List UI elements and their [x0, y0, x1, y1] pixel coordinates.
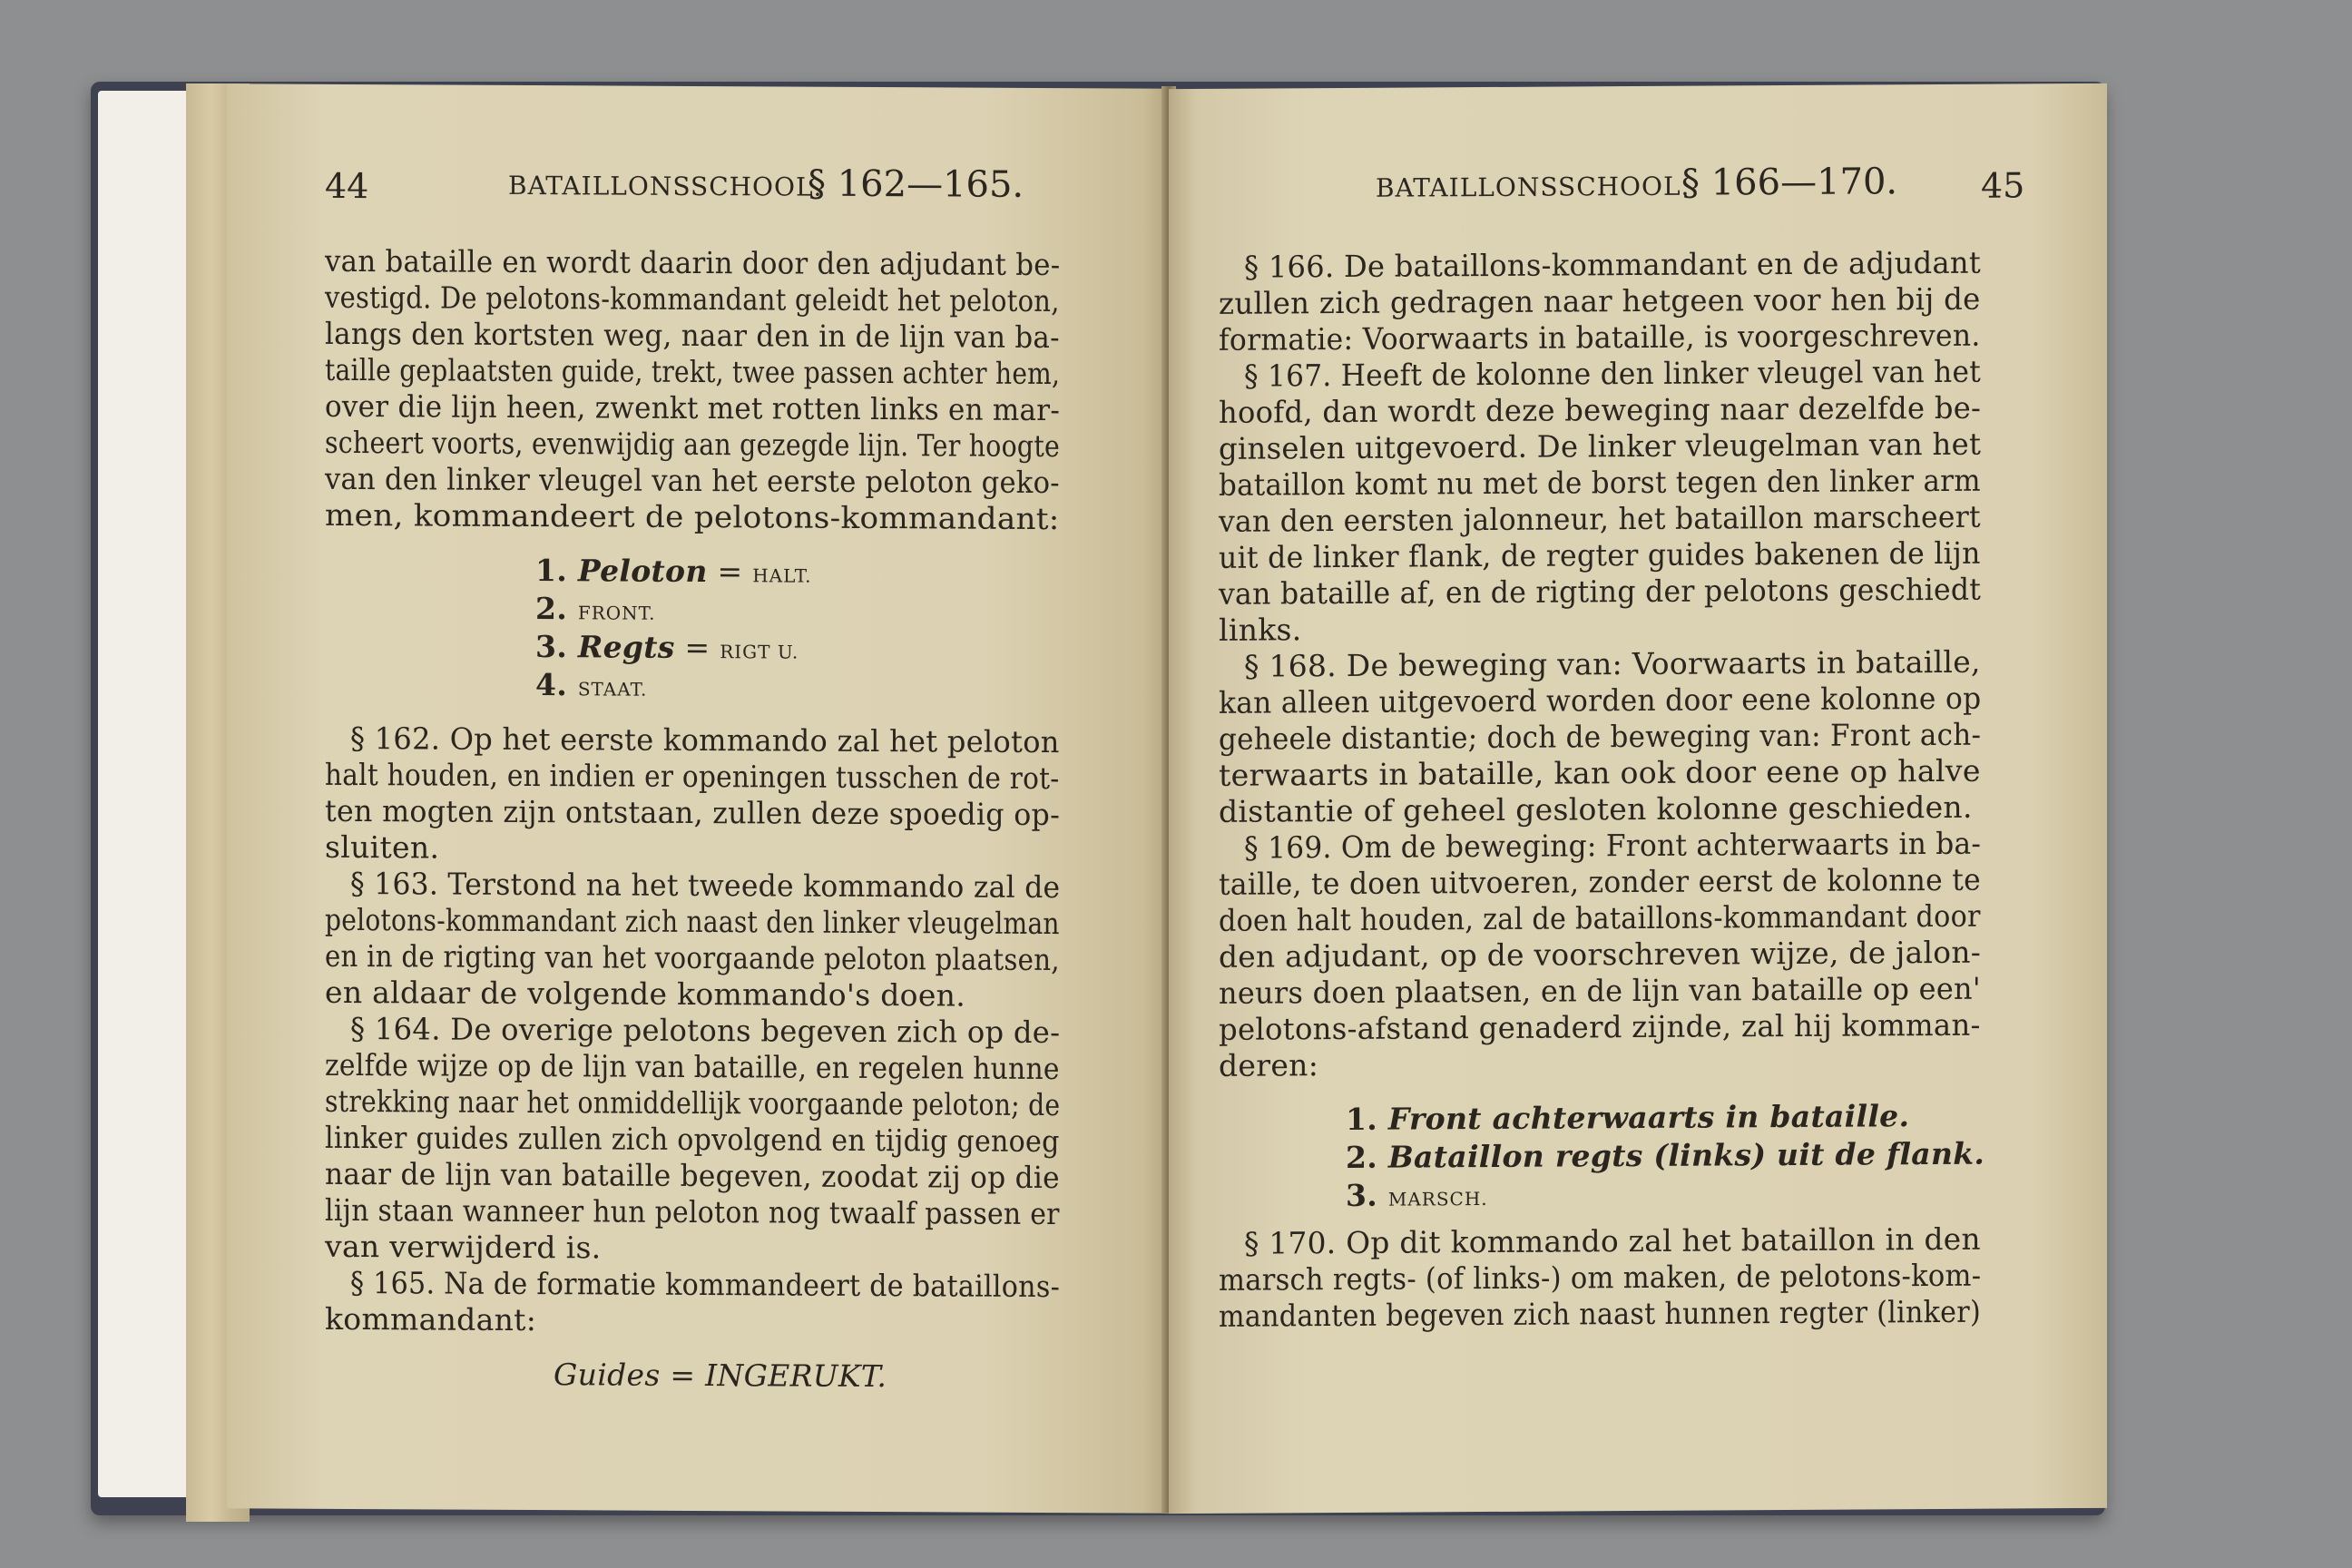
- command-line: [1346, 1136, 1984, 1176]
- text-line: linker guides zullen zich opvolgend en tijdig genoeg: [325, 1119, 1060, 1160]
- text-line: van den eersten jalonneur, het bataillon marscheert: [1219, 498, 1981, 539]
- text-line: § 169. Om de beweging: Front achterwaarts in ba-: [1244, 825, 1982, 866]
- command-separator: =: [707, 554, 753, 590]
- text-line: strekking naar het onmiddellijk voorgaande peloton; de: [325, 1083, 1061, 1123]
- text-line: halt houden, en indien er openingen tusschen de rot-: [325, 756, 1060, 797]
- text-line: § 168. De beweging van: Voorwaarts in bataille,: [1244, 643, 1981, 684]
- text-line: marsch regts- (of links-) om maken, de pelotons-kom-: [1219, 1257, 1982, 1298]
- command-number: 2.: [535, 591, 578, 627]
- right-page-number: 45: [1981, 165, 2025, 206]
- command-number: 4.: [535, 667, 578, 703]
- right-page: [1169, 83, 2107, 1514]
- text-line: van bataille af, en de rigting der pelotons geschiedt: [1219, 571, 1982, 612]
- text-line: § 163. Terstond na het tweede kommando zal de: [350, 865, 1061, 906]
- text-line: § 164. De overige pelotons begeven zich op de-: [350, 1010, 1061, 1051]
- command-line: [535, 553, 812, 594]
- right-page-header: [1169, 161, 2107, 216]
- text-line: en in de rigting van het voorgaande peloton plaatsen,: [325, 937, 1060, 978]
- text-line: ginselen uitgevoerd. De linker vleugelman van het: [1219, 426, 1982, 466]
- command-number: 2.: [1346, 1139, 1388, 1175]
- text-line: vestigd. De pelotons-kommandant geleidt het peloton,: [325, 279, 1060, 319]
- command-number: 3.: [535, 629, 578, 665]
- text-line: § 167. Heeft de kolonne den linker vleugel van het: [1244, 353, 1982, 394]
- text-line: formatie: Voorwaarts in bataille, is voorgeschreven.: [1219, 317, 1981, 358]
- text-line: neurs doen plaatsen, en de lijn van bataille op een': [1219, 970, 1981, 1011]
- text-line: § 166. De bataillons-kommandant en de adjudant: [1244, 244, 1982, 285]
- left-page: [227, 83, 1171, 1513]
- text-line: van bataille en wordt daarin door den adjudant be-: [325, 242, 1061, 283]
- text-line: geheele distantie; doch de beweging van: Front ach-: [1219, 716, 1982, 757]
- command-word: Peloton: [577, 553, 708, 590]
- command-number: 1.: [535, 553, 578, 589]
- text-line: pelotons-kommandant zich naast den linker vleugelman: [325, 901, 1060, 942]
- command-text: HALT.: [752, 564, 812, 587]
- command-line: [1346, 1098, 1909, 1138]
- text-line: bataillon komt nu met de borst tegen den linker arm: [1219, 462, 1981, 503]
- command-line: [1346, 1177, 1488, 1218]
- text-line: en aldaar de volgende kommando's doen.: [325, 974, 966, 1014]
- text-line: scheert voorts, evenwijdig aan gezegde lijn. Ter hoogte: [325, 424, 1061, 465]
- text-line: sluiten.: [325, 828, 440, 866]
- text-line: kan alleen uitgevoerd worden door eene kolonne op: [1219, 680, 1982, 720]
- command-text: FRONT.: [577, 602, 656, 624]
- text-line: langs den kortsten weg, naar den in de lijn van ba-: [325, 315, 1060, 356]
- text-line: taille geplaatsten guide, trekt, twee passen achter hem,: [325, 351, 1061, 392]
- right-running-title: BATAILLONSSCHOOL.: [1376, 171, 1690, 203]
- text-line: pelotons-afstand genaderd zijnde, zal hij komman-: [1219, 1006, 1981, 1047]
- command-text: STAAT.: [577, 678, 648, 701]
- text-line: zelfde wijze op de lijn van bataille, en regelen hunne: [325, 1046, 1060, 1087]
- text-line: over die lijn heen, zwenkt met rotten links en mar-: [325, 387, 1061, 428]
- left-section-range: § 162—165.: [808, 162, 1024, 206]
- command-number: 1.: [1346, 1101, 1388, 1137]
- text-line: van verwijderd is.: [325, 1228, 602, 1266]
- command-number: 3.: [1346, 1177, 1388, 1213]
- command-text: MARSCH.: [1387, 1188, 1488, 1210]
- left-page-header: [227, 162, 1171, 215]
- text-line: § 162. Op het eerste kommando zal het peloton: [350, 720, 1060, 760]
- command-text: Bataillon regts (links) uit de flank.: [1387, 1135, 1985, 1175]
- text-line: mandanten begeven zich naast hunnen regter (linker): [1219, 1293, 1981, 1334]
- right-section-range: § 166—170.: [1681, 161, 1898, 204]
- text-line: den adjudant, op de voorschreven wijze, de jalon-: [1219, 934, 1982, 975]
- text-line: § 170. Op dit kommando zal het bataillon in den: [1244, 1220, 1981, 1261]
- text-line: taille, te doen uitvoeren, zonder eerst de kolonne te: [1219, 861, 1981, 902]
- text-line: uit de linker flank, de regter guides bakenen de lijn: [1219, 534, 1981, 575]
- text-line: men, kommandeert de pelotons-kommandant:: [325, 496, 1060, 537]
- text-line: hoofd, dan wordt deze beweging naar dezelfde be-: [1219, 389, 1982, 430]
- command-text: RIGT U.: [720, 641, 799, 663]
- text-line: ten mogten zijn ontstaan, zullen deze spoedig op-: [325, 792, 1061, 833]
- text-line: § 165. Na de formatie kommandeert de bataillons-: [350, 1264, 1061, 1305]
- text-line: van den linker vleugel van het eerste peloton geko-: [325, 460, 1060, 501]
- command-separator: =: [674, 629, 720, 666]
- text-line: doen halt houden, zal de bataillons-kommandant door: [1219, 897, 1981, 938]
- text-line: distantie of geheel gesloten kolonne geschieden.: [1219, 789, 1973, 829]
- text-line: kommandant:: [325, 1300, 537, 1338]
- command-line: [535, 667, 647, 708]
- command-word: Regts: [577, 629, 675, 665]
- left-running-title: BATAILLONSSCHOOL.: [508, 170, 823, 202]
- left-page-number: 44: [325, 165, 369, 207]
- text-line: deren:: [1219, 1047, 1319, 1083]
- text-line: terwaarts in bataille, kan ook door eene op halve: [1219, 752, 1981, 793]
- command-text: Front achterwaarts in bataille.: [1387, 1098, 1910, 1137]
- text-line: naar de lijn van bataille begeven, zoodat zij op die: [325, 1155, 1060, 1196]
- command-line: [535, 591, 655, 632]
- final-command: Guides = INGERUKT.: [554, 1357, 887, 1395]
- text-line: links.: [1219, 612, 1302, 648]
- text-line: zullen zich gedragen naar hetgeen voor hen bij de: [1219, 280, 1981, 321]
- command-line: [535, 629, 799, 671]
- text-line: lijn staan wanneer hun peloton nog twaalf passen er: [325, 1191, 1060, 1232]
